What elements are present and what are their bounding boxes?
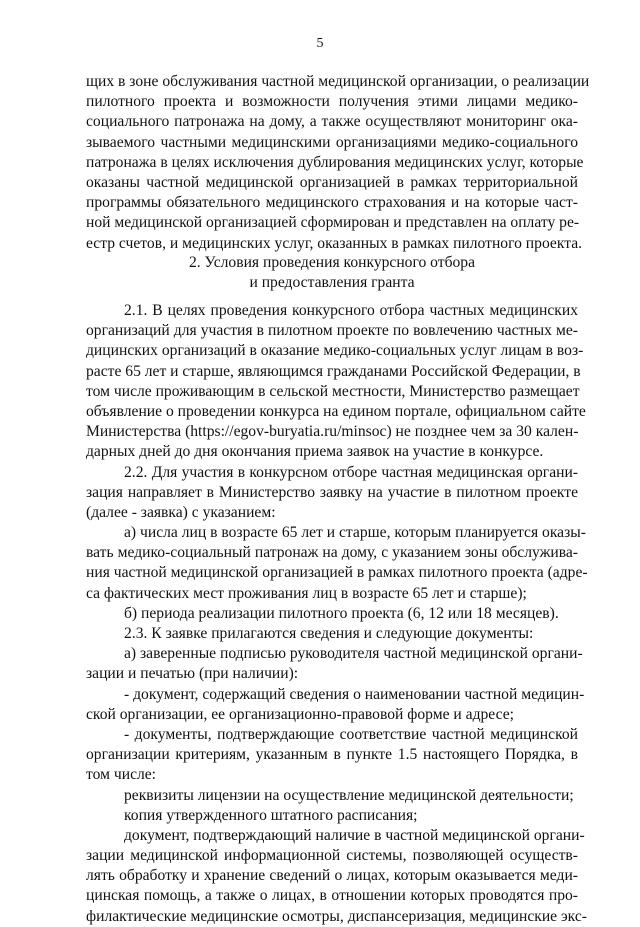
text-line: пилотного проекта и возможности получения этими лицами медико- [86, 93, 578, 111]
text-line: организации критериям, указанным в пункте 1.5 настоящего Порядка, в [86, 746, 578, 764]
section-heading [86, 253, 578, 293]
page-number: 5 [316, 36, 324, 51]
text-line: ной медицинской организацией сформирован и представлен на оплату ре- [86, 214, 580, 232]
text-line: а) числа лиц в возрасте 65 лет и старше, которым планируется оказы- [124, 524, 586, 542]
text-line: 2.2. Для участия в конкурсном отборе частная медицинская органи- [124, 463, 578, 481]
text-line: б) периода реализации пилотного проекта (6, 12 или 18 месяцев). [124, 604, 559, 622]
text-line: зации медицинской информационной системы, позволяющей осуществ- [86, 847, 578, 865]
text-line: дарных дней до дня окончания приема заявок на участие в конкурсе. [86, 443, 544, 461]
text-line: копия утвержденного штатного расписания; [124, 806, 418, 824]
text-line: организаций для участия в пилотном проекте по вовлечению частных ме- [86, 322, 578, 340]
text-line: Министерства (https://egov-buryatia.ru/minsoc) не позднее чем за 30 кален- [86, 423, 579, 441]
text-line: 2.3. К заявке прилагаются сведения и следующие документы: [124, 625, 534, 642]
text-line: естр счетов, и медицинских услуг, оказанных в рамках пилотного проекта. [86, 234, 583, 252]
intro-paragraph [86, 72, 590, 254]
text-line: зываемого частными медицинскими организациями медико-социального [86, 133, 578, 151]
text-line: филактические медицинские осмотры, диспансеризация, медицинские экс- [86, 907, 587, 925]
text-line: патронажа в целях исключения дублирования медицинских услуг, которые [86, 153, 584, 171]
text-line: 2.1. В целях проведения конкурсного отбора частных медицинских [124, 302, 578, 319]
text-line: вать медико-социальный патронаж на дому, с указанием зоны обслужива- [86, 544, 578, 562]
text-line: расте 65 лет и старше, являющимся гражданами Российской Федерации, в [86, 362, 581, 380]
text-line: - документ, содержащий сведения о наименовании частной медицин- [124, 685, 585, 703]
text-line: (далее - заявка) с указанием: [86, 503, 276, 521]
text-line: документ, подтверждающий наличие в частной медицинской органи- [124, 826, 585, 844]
text-line: ской организации, ее организационно-правовой форме и адресе; [86, 705, 514, 723]
text-line: зация направляет в Министерство заявку на участие в пилотном проекте [86, 483, 578, 501]
text-line: лять обработку и хранение сведений о лицах, которым оказывается меди- [86, 867, 578, 885]
text-line: щих в зоне обслуживания частной медицинской организации, о реализации [86, 73, 590, 90]
text-line: зации и печатью (при наличии): [86, 665, 299, 683]
text-line: дицинских организаций в оказание медико-социальных услуг лицам в воз- [86, 342, 584, 360]
section-title-line: и предоставления гранта [249, 274, 415, 292]
section-title-line: 2. Условия проведения конкурсного отбора [188, 254, 476, 271]
text-line: а) заверенные подписью руководителя частной медицинской органи- [124, 645, 583, 663]
text-line: оказаны частной медицинской организацией в рамках территориальной [86, 173, 578, 191]
text-line: цинская помощь, а также о лицах, в отношении которых проводятся про- [86, 887, 578, 905]
text-line: социального патронажа на дому, а также осуществляют мониторинг ока- [86, 113, 578, 131]
text-line: - документы, подтверждающие соответствие частной медицинской [124, 725, 578, 743]
text-line: объявление о проведении конкурса на едином портале, официальном сайте [86, 402, 586, 420]
text-line: ния частной медицинской организацией в рамках пилотного проекта (адре- [86, 564, 588, 582]
text-line: программы обязательного медицинского страхования и на которые част- [86, 194, 578, 212]
text-line: том числе: [86, 766, 157, 784]
text-line: са фактических мест проживания лиц в возрасте 65 лет и старше); [86, 584, 527, 602]
section-body [86, 301, 588, 927]
text-line: реквизиты лицензии на осуществление медицинской деятельности; [124, 786, 574, 804]
text-line: том числе проживающим в сельской местности, Министерство размещает [86, 382, 580, 400]
